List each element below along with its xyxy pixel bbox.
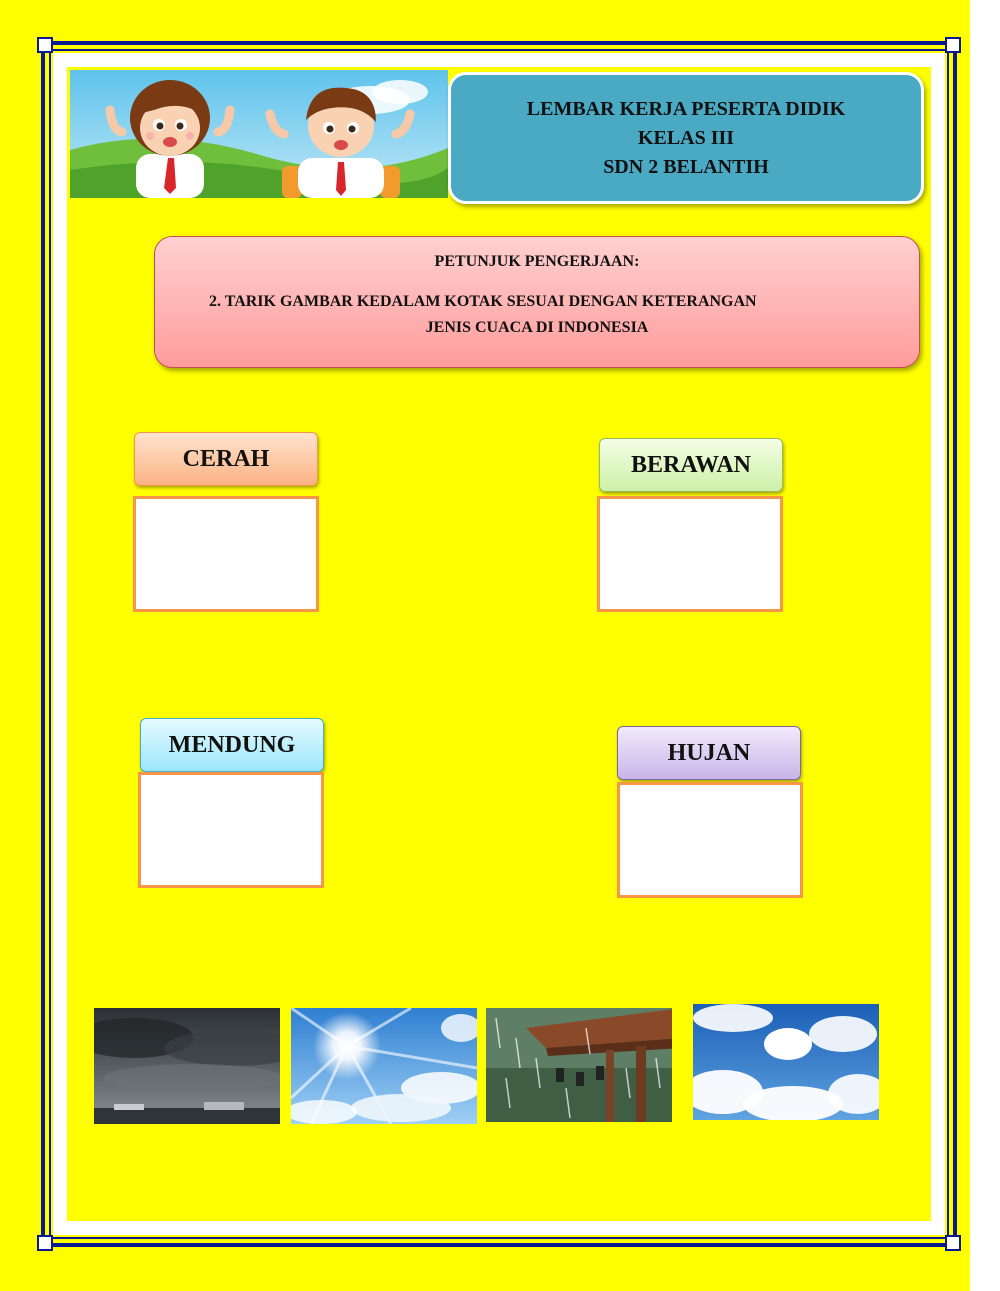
border-corner-bottom-right (945, 1235, 961, 1251)
title-line-3: SDN 2 BELANTIH (603, 155, 769, 178)
drop-zone-berawan[interactable] (597, 496, 783, 612)
label-cerah: CERAH (134, 432, 318, 486)
draggable-picture-dark-clouds[interactable] (94, 1008, 280, 1124)
label-hujan: HUJAN (617, 726, 801, 780)
drop-zone-mendung[interactable] (138, 772, 324, 888)
page-right-margin (970, 0, 1000, 1291)
instructions-line-1: 2. TARIK GAMBAR KEDALAM KOTAK SESUAI DENGAN KETERANGAN (209, 293, 757, 310)
students-banner-illustration (70, 70, 448, 198)
border-corner-top-left (37, 37, 53, 53)
border-corner-bottom-left (37, 1235, 53, 1251)
instructions-line-2: JENIS CUACA DI INDONESIA (425, 319, 649, 336)
border-corner-top-right (945, 37, 961, 53)
draggable-picture-clouds-sky[interactable] (693, 1004, 879, 1120)
title-line-2: KELAS III (637, 126, 735, 149)
label-mendung: MENDUNG (140, 718, 324, 772)
worksheet-title-box (448, 72, 924, 204)
label-berawan: BERAWAN (599, 438, 783, 492)
instructions-box (154, 236, 920, 368)
title-line-1: LEMBAR KERJA PESERTA DIDIK (526, 97, 846, 120)
drop-zone-hujan[interactable] (617, 782, 803, 898)
instructions-heading: PETUNJUK PENGERJAAN: (434, 253, 640, 270)
drop-zone-cerah[interactable] (133, 496, 319, 612)
draggable-picture-rain[interactable] (486, 1008, 672, 1122)
draggable-picture-bright-sun[interactable] (291, 1008, 477, 1124)
